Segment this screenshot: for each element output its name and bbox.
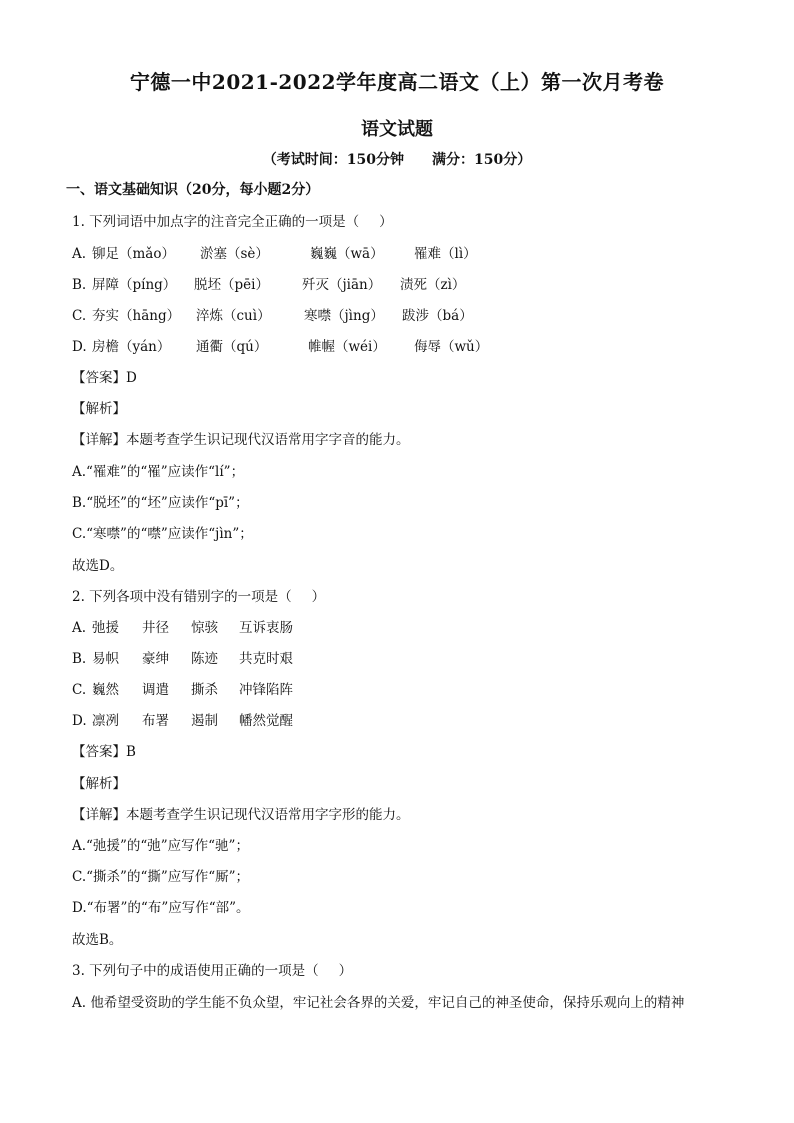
exam-time: （考试时间：150分钟 (262, 152, 404, 168)
exam-info (0, 149, 794, 169)
q1-option-d: D. 房檐（yán） 通衢（qú） 帷幄（wéi） 侮辱（wǔ） (72, 339, 489, 355)
q2-option-d: D. 凛冽 布署 遏制 幡然觉醒 (72, 713, 293, 729)
q2-explanation-a: A.“弛援”的“弛”应写作“驰”； (72, 838, 249, 854)
q1-conclusion: 故选D。 (72, 558, 124, 574)
page-title: 宁德一中2021-2022学年度高二语文（上）第一次月考卷 (129, 70, 665, 94)
q2-explanation-c: C.“撕杀”的“撕”应写作“厮”； (72, 869, 250, 885)
q1-answer: 【答案】D (72, 370, 137, 386)
q2-option-a: A. 弛援 井径 惊骇 互诉衷肠 (72, 620, 293, 636)
q1-explanation-b: B.“脱坯”的“坯”应读作“pī”； (72, 495, 249, 511)
q2-answer: 【答案】B (72, 744, 136, 760)
q2-detail: 【详解】本题考查学生识记现代汉语常用字字形的能力。 (72, 807, 410, 823)
full-score: 满分：150分） (432, 152, 532, 168)
q2-conclusion: 故选B。 (72, 932, 123, 948)
q2-option-c: C. 巍然 调遣 撕杀 冲锋陷阵 (72, 682, 293, 698)
q3-stem: 3. 下列句子中的成语使用正确的一项是（ ） (72, 963, 353, 979)
q1-option-a: A. 铆足（mǎo） 淤塞（sè） 巍巍（wā） 罹难（lì） (72, 246, 477, 262)
q2-analysis: 【解析】 (72, 776, 126, 792)
q2-explanation-d: D.“布署”的“布”应写作“部”。 (72, 900, 250, 916)
q1-explanation-c: C.“寒噤”的“噤”应读作“jìn”； (72, 526, 253, 542)
q1-option-b: B. 屏障（píng） 脱坯（pēi） 歼灭（jiān） 渍死（zì） (72, 277, 466, 293)
q1-option-c: C. 夯实（hāng） 淬炼（cuì） 寒噤（jìng） 跋涉（bá） (72, 308, 473, 324)
page-subtitle: 语文试题 (361, 119, 433, 140)
q3-option-a: A. 他希望受资助的学生能不负众望，牢记社会各界的关爱，牢记自己的神圣使命，保持乐观向上的精神 (72, 995, 685, 1011)
q1-detail: 【详解】本题考查学生识记现代汉语常用字字音的能力。 (72, 432, 410, 448)
q2-option-b: B. 易帜 豪绅 陈迹 共克时艰 (72, 651, 293, 667)
q2-stem: 2. 下列各项中没有错别字的一项是（ ） (72, 589, 326, 605)
section-heading: 一、语文基础知识（20分，每小题2分） (66, 182, 320, 198)
q1-analysis: 【解析】 (72, 401, 126, 417)
q1-explanation-a: A.“罹难”的“罹”应读作“lí”； (72, 464, 245, 480)
q1-stem: 1. 下列词语中加点字的注音完全正确的一项是（ ） (72, 214, 393, 230)
